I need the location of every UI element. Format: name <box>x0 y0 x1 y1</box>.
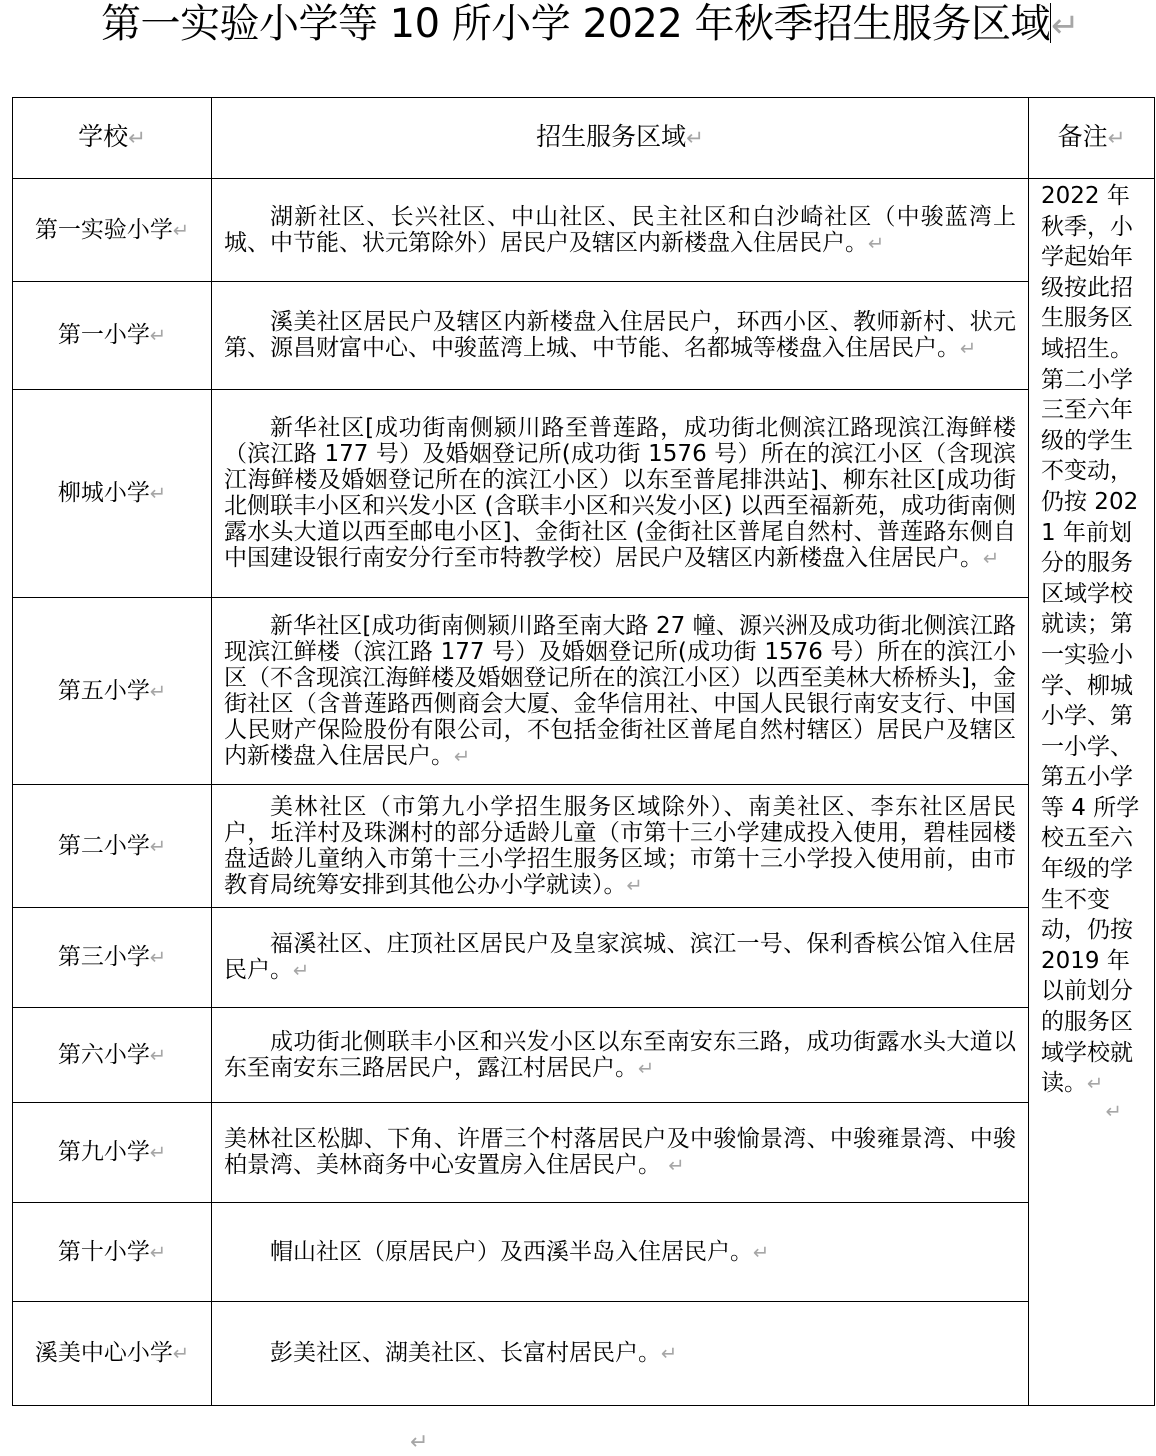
school-name: 第二小学↵ <box>13 785 212 908</box>
service-area: 帽山社区（原居民户）及西溪半岛入住居民户。↵ <box>212 1203 1029 1302</box>
remark-cell: 2022 年秋季，小学起始年级按此招生服务区域招生。第二小学三至六年级的学生不变动，仍按 2021 年前划分的服务区域学校就读；第一实验小学、柳城小学、第一小学、第五小学等 4 所学校五至六年级的学生不变动，仍按 2019 年以前划分的服务区域学校就读。↵ ↵ <box>1029 179 1155 1406</box>
table-row <box>13 390 1155 598</box>
service-area: 美林社区（市第九小学招生服务区域除外）、南美社区、李东社区居民户，坵洋村及珠渊村的部分适龄儿童（市第十三小学建成投入使用，碧桂园楼盘适龄儿童纳入市第十三小学招生服务区域；市第十三小学投入使用前，由市教育局统筹安排到其他公办小学就读）。↵ <box>212 785 1029 908</box>
school-name: 柳城小学↵ <box>13 390 212 598</box>
school-name: 第六小学↵ <box>13 1008 212 1103</box>
school-name: 第三小学↵ <box>13 908 212 1008</box>
service-area: 美林社区松脚、下角、许厝三个村落居民户及中骏愉景湾、中骏雍景湾、中骏柏景湾、美林商务中心安置房入住居民户。 ↵ <box>212 1103 1029 1203</box>
service-area: 福溪社区、庄顶社区居民户及皇家滨城、滨江一号、保利香槟公馆入住居民户。↵ <box>212 908 1029 1008</box>
table-row <box>13 598 1155 785</box>
paragraph-mark: ↵ <box>410 1430 429 1455</box>
header-area: 招生服务区域↵ <box>212 98 1029 179</box>
school-name: 第九小学↵ <box>13 1103 212 1203</box>
school-name: 溪美中心小学↵ <box>13 1302 212 1406</box>
service-area: 成功街北侧联丰小区和兴发小区以东至南安东三路，成功街露水头大道以东至南安东三路居民户，露江村居民户。↵ <box>212 1008 1029 1103</box>
table-row <box>13 785 1155 908</box>
school-name: 第一实验小学↵ <box>13 179 212 282</box>
paragraph-mark: ↵ <box>1105 1099 1122 1123</box>
service-area: 湖新社区、长兴社区、中山社区、民主社区和白沙崎社区（中骏蓝湾上城、中节能、状元第除外）居民户及辖区内新楼盘入住居民户。↵ <box>212 179 1029 282</box>
table-row <box>13 908 1155 1008</box>
table-row <box>13 179 1155 282</box>
service-area: 溪美社区居民户及辖区内新楼盘入住居民户，环西小区、教师新村、状元第、源昌财富中心、中骏蓝湾上城、中节能、名都城等楼盘入住居民户。↵ <box>212 282 1029 390</box>
table-row <box>13 1302 1155 1406</box>
enrollment-table <box>12 97 1155 1406</box>
school-name: 第五小学↵ <box>13 598 212 785</box>
header-row <box>13 98 1155 179</box>
table-row <box>13 1203 1155 1302</box>
table-row <box>13 1008 1155 1103</box>
title-text: 第一实验小学等 10 所小学 2022 年秋季招生服务区域 <box>100 1 1051 47</box>
school-name: 第十小学↵ <box>13 1203 212 1302</box>
remark-text: 2022 年秋季，小学起始年级按此招生服务区域招生。第二小学三至六年级的学生不变动，仍按 2021 年前划分的服务区域学校就读；第一实验小学、柳城小学、第一小学、第五小学等 4 所学校五至六年级的学生不变动，仍按 2019 年以前划分的服务区域学校就读。 <box>1041 183 1140 1097</box>
service-area: 新华社区[成功街南侧颍川路至南大路 27 幢、源兴洲及成功街北侧滨江路现滨江鲜楼（滨江路 177 号）及婚姻登记所(成功街 1576 号）所在的滨江小区（不含现滨江海鲜楼及婚姻登记所在的滨江小区）以西至美林大桥桥头]，金街社区（含普莲路西侧商会大厦、金华信用社、中国人民银行南安支行、中国人民财产保险股份有限公司，不包括金街社区普尾自然村辖区）居民户及辖区内新楼盘入住居民户。↵ <box>212 598 1029 785</box>
school-name: 第一小学↵ <box>13 282 212 390</box>
document-title <box>0 0 1156 50</box>
table-row <box>13 282 1155 390</box>
service-area: 新华社区[成功街南侧颍川路至普莲路，成功街北侧滨江路现滨江海鲜楼（滨江路 177 号）及婚姻登记所(成功街 1576 号）所在的滨江小区（含现滨江海鲜楼及婚姻登记所在的滨江小区）以东至普尾排洪站]、柳东社区[成功街北侧联丰小区和兴发小区 (含联丰小区和兴发小区) 以西至福新苑，成功街南侧露水头大道以西至邮电小区]、金街社区 (金街社区普尾自然村、普莲路东侧自中国建设银行南安分行至市特教学校）居民户及辖区内新楼盘入住居民户。↵ <box>212 390 1029 598</box>
service-area: 彭美社区、湖美社区、长富村居民户。↵ <box>212 1302 1029 1406</box>
header-school: 学校↵ <box>13 98 212 179</box>
paragraph-mark: ↵ <box>1051 6 1080 46</box>
header-note: 备注↵ <box>1029 98 1155 179</box>
table-row <box>13 1103 1155 1203</box>
